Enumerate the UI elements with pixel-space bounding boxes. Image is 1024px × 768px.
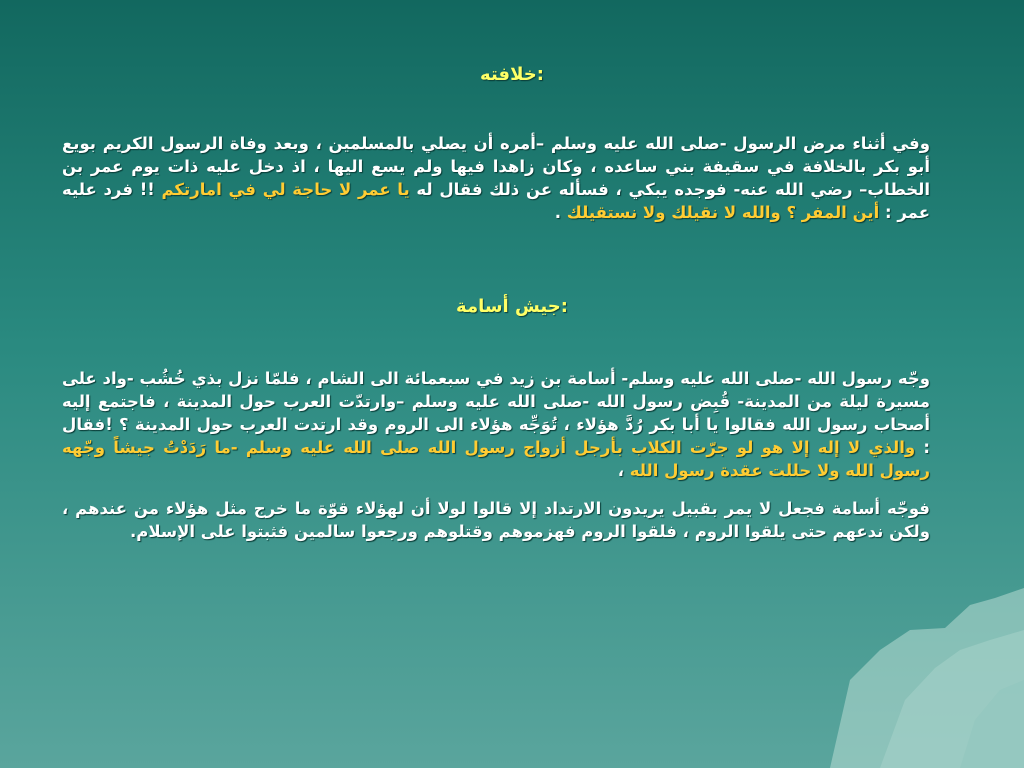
paragraph-usama-army xyxy=(62,367,930,482)
paragraph-text: وجّه رسول الله -صلى الله عليه وسلم- أسامة بن زيد في سبعمائة الى الشام ، فلمّا نزل بذي خُشُب -واد على مسيرة ليلة من المدينة- قُبِض رسول الله -صلى الله عليه وسلم –وارتدّت العرب حول المدينة ، فاجتمع إليه أصحاب رسول الله فقالوا يا أبا بكر رُدَّ هؤلاء ، تُوَجِّه هؤلاء الى الروم وقد ارتدت العرب حول المدينة ؟ !فقال : xyxy=(62,369,930,457)
highlight-quote: والذي لا إله إلا هو لو جرّت الكلاب بأرجل أزواج رسول الله صلى الله عليه وسلم -ما رَدَدْتُ جيشاً وجّهه رسول الله ولا حللت عقدة رسول الله xyxy=(62,438,930,480)
paragraph-text: فوجّه أسامة فجعل لا يمر بقبيل يريدون الارتداد إلا قالوا لولا أن لهؤلاء قوّة ما خرج مثل هؤلاء من عندهم ، ولكن ندعهم حتى يلقوا الروم ، فلقوا الروم فهزموهم وقتلوهم ورجعوا سالمين فثبتوا على الإسلام. xyxy=(62,499,930,541)
highlight-quote: يا عمر لا حاجة لي في امارتكم xyxy=(161,180,410,199)
paragraph-text: . xyxy=(554,203,561,222)
section-heading-caliphate: خلافته: xyxy=(480,64,544,85)
paragraph-text: !! فرد عليه عمر : xyxy=(62,180,930,222)
paragraph-caliphate xyxy=(62,132,930,224)
section-heading-usama-army: جيش أسامة: xyxy=(456,296,568,317)
paragraph-usama-outcome xyxy=(62,497,930,543)
paragraph-text: ، xyxy=(617,461,625,480)
paragraph-text: وفي أثناء مرض الرسول -صلى الله عليه وسلم –أمره أن يصلي بالمسلمين ، وبعد وفاة الرسول الكريم بويع أبو بكر بالخلافة في سقيفة بني ساعده ، وكان زاهدا فيها ولم يسع اليها ، اذ دخل عليه ذات يوم عمر بن الخطاب– رضي الله عنه- فوجده يبكي ، فسأله عن ذلك فقال له xyxy=(62,134,931,199)
highlight-quote: أين المفر ؟ والله لا نقيلك ولا نستقيلك xyxy=(566,203,880,222)
